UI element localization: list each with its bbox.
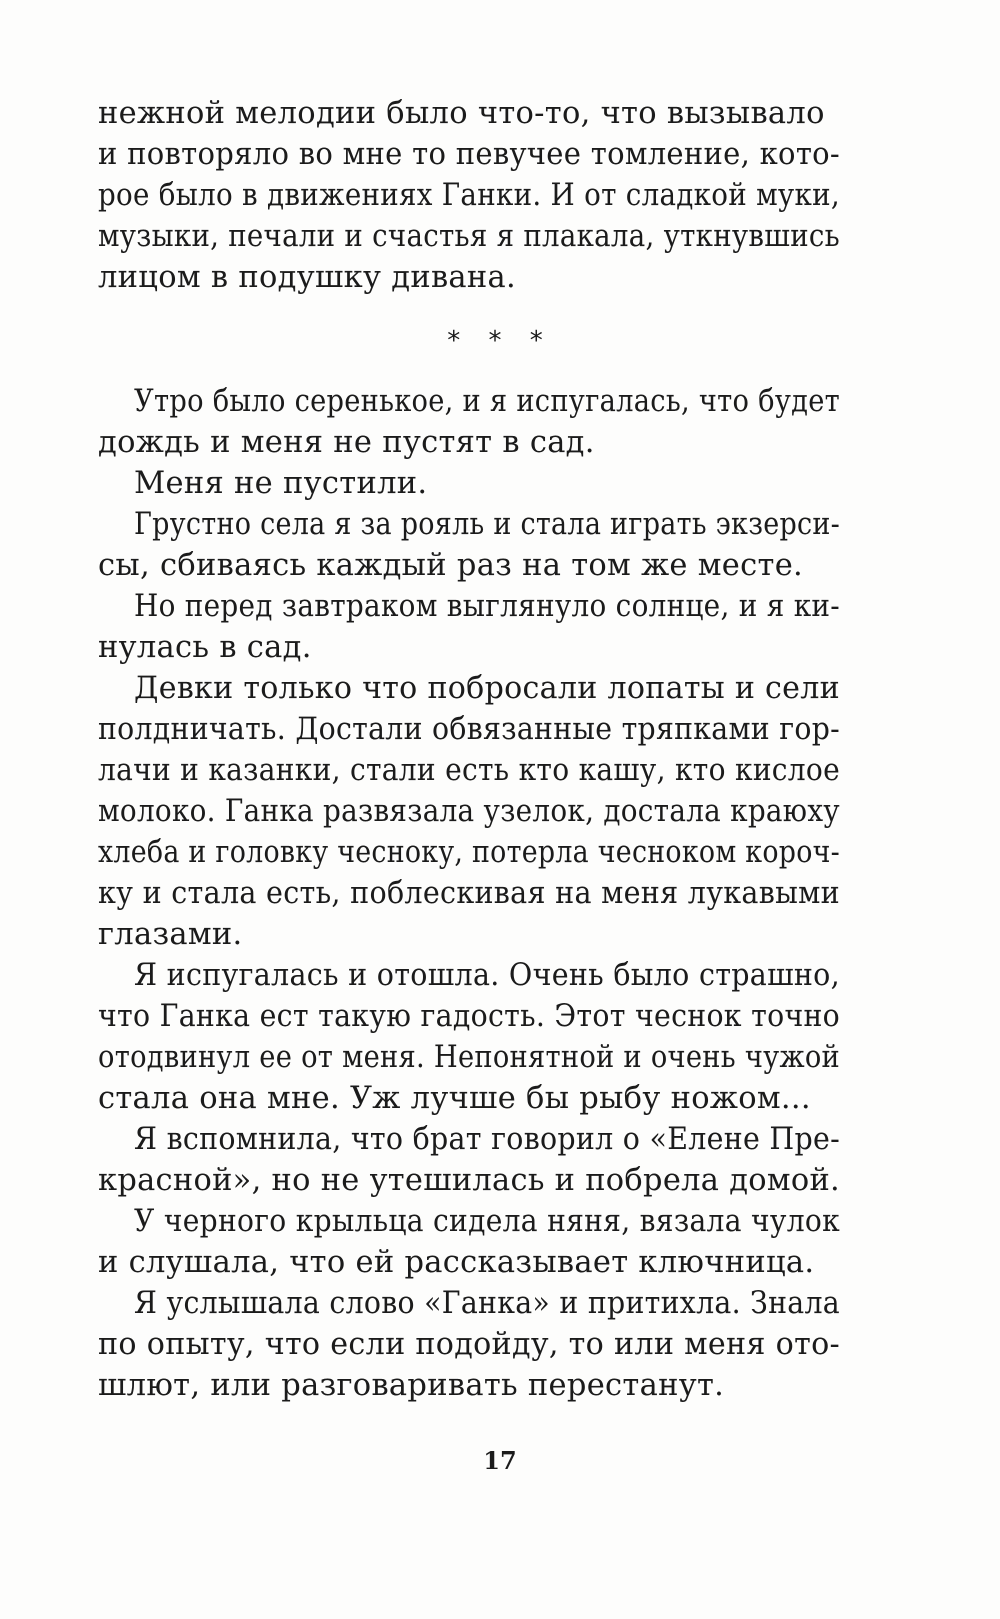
text-line: дождь и меня не пустят в сад. bbox=[98, 425, 595, 460]
text-line: стала она мне. Уж лучше бы рыбу ножом... bbox=[98, 1081, 811, 1116]
text-line: хлеба и головку чесноку, потерла чесноком короч- bbox=[98, 835, 841, 870]
text-line: музыки, печали и счастья я плакала, уткнувшись bbox=[98, 219, 840, 254]
text-line: Утро было серенькое, и я испугалась, что будет bbox=[134, 384, 840, 419]
text-line: Но перед завтраком выглянуло солнце, и я ки- bbox=[134, 589, 840, 624]
text-line: Я услышала слово «Ганка» и притихла. Знала bbox=[134, 1286, 840, 1321]
text-line: ку и стала есть, поблескивая на меня лукавыми bbox=[98, 876, 840, 911]
text-line: Меня не пустили. bbox=[134, 466, 428, 501]
text-line: Я испугалась и отошла. Очень было страшно, bbox=[134, 958, 840, 993]
page-number: 17 bbox=[483, 1446, 517, 1475]
text-line: рое было в движениях Ганки. И от сладкой муки, bbox=[98, 178, 840, 213]
text-line: по опыту, что если подойду, то или меня ото- bbox=[98, 1327, 841, 1362]
section-separator: * * * bbox=[447, 326, 553, 356]
text-line: отодвинул ее от меня. Непонятной и очень чужой bbox=[98, 1040, 841, 1075]
text-line: Я вспомнила, что брат говорил о «Елене Пре- bbox=[134, 1122, 840, 1157]
text-line: шлют, или разговаривать перестанут. bbox=[98, 1368, 725, 1403]
text-line: и слушала, что ей рассказывает ключница. bbox=[98, 1245, 815, 1280]
text-line: сы, сбиваясь каждый раз на том же месте. bbox=[98, 548, 804, 583]
text-line: нежной мелодии было что-то, что вызывало bbox=[98, 96, 825, 131]
text-line: что Ганка ест такую гадость. Этот чеснок точно bbox=[98, 999, 841, 1034]
text-line: глазами. bbox=[98, 917, 243, 952]
text-line: и повторяло во мне то певучее томление, кото- bbox=[98, 137, 841, 172]
text-line: нулась в сад. bbox=[98, 630, 312, 665]
text-line: полдничать. Достали обвязанные тряпками гор- bbox=[98, 712, 841, 747]
text-line: красной», но не утешилась и побрела домой. bbox=[98, 1163, 841, 1198]
text-line: лачи и казанки, стали есть кто кашу, кто кислое bbox=[98, 753, 840, 788]
text-line: Грустно села я за рояль и стала играть экзерси- bbox=[134, 507, 841, 542]
text-line: У черного крыльца сидела няня, вязала чулок bbox=[134, 1204, 840, 1239]
text-line: Девки только что побросали лопаты и сели bbox=[134, 671, 840, 706]
text-line: молоко. Ганка развязала узелок, достала краюху bbox=[98, 794, 840, 829]
text-line: лицом в подушку дивана. bbox=[98, 260, 517, 295]
